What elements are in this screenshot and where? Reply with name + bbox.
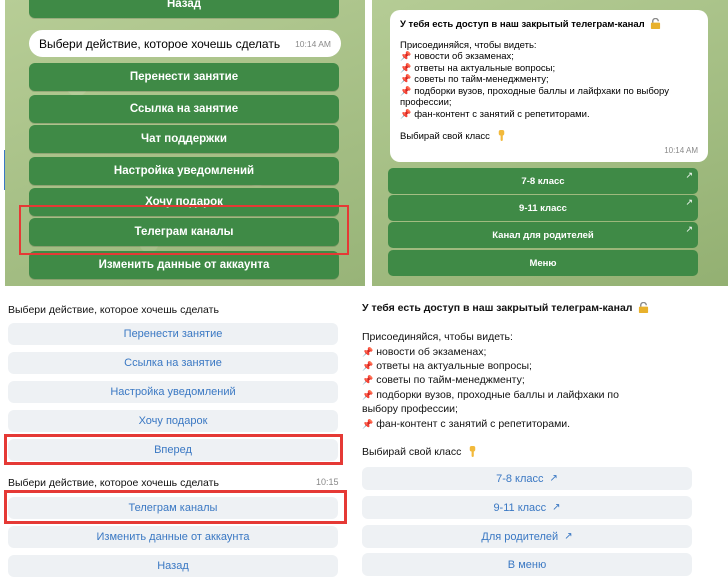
pointing-down-hand-icon [467,446,478,457]
pushpin-icon: 📌 [362,347,374,357]
message-time: 10:14 AM [664,145,698,155]
grade-7-8-button[interactable]: 7-8 класс ↗ [362,467,692,490]
message-title: У тебя есть доступ в наш закрытый телеграм-канал [400,18,698,31]
message-title: У тебя есть доступ в наш закрытый телеграм-канал [362,302,649,315]
external-link-icon: ↗ [685,197,693,207]
choose-class-text: Выбирай свой класс [362,446,478,459]
pushpin-icon: 📌 [400,74,412,84]
to-menu-button[interactable]: В меню [362,553,692,576]
back-button[interactable]: Назад [8,555,338,577]
lock-icon [650,18,661,29]
parents-channel-button[interactable]: Канал для родителей ↗ [388,222,698,248]
lesson-link-button[interactable]: Ссылка на занятие [29,95,339,123]
prompt-text: Выбери действие, которое хочешь сделать [8,304,219,316]
prompt-text: Выбери действие, которое хочешь сделать [8,477,219,489]
list-item: 📌 советы по тайм-менеджменту; [362,374,525,386]
message-intro: Присоединяйся, чтобы видеть: [362,331,513,343]
grade-7-8-button[interactable]: 7-8 класс ↗ [388,168,698,194]
external-link-icon: ↗ [685,170,693,180]
highlight-box [19,205,349,255]
pushpin-icon: 📌 [362,361,374,371]
list-item: 📌 советы по тайм-менеджменту; [400,74,549,85]
change-account-data-button[interactable]: Изменить данные от аккаунта [29,251,339,279]
telegram-channels-button[interactable]: Телеграм каналы [29,218,339,246]
telegram-menu-screenshot [5,0,365,286]
lock-icon [638,302,649,313]
lesson-link-button[interactable]: Ссылка на занятие [8,352,338,374]
pointing-down-hand-icon [496,130,507,141]
list-item: 📌 подборки вузов, проходные баллы и лайфхаки по выбору профессии; [400,85,669,108]
prompt-text: Выбери действие, которое хочешь сделать [39,36,281,51]
list-item: 📌 новости об экзаменах; [362,346,487,358]
channel-message [390,10,708,162]
highlight-box [4,490,347,524]
message-intro: Присоединяйся, чтобы видеть: [400,39,537,51]
grade-9-11-button[interactable]: 9-11 класс ↗ [362,496,692,519]
prompt-bubble [29,30,341,57]
parents-button[interactable]: Для родителей ↗ [362,525,692,548]
list-item-continuation: выбору профессии; [362,403,458,415]
pushpin-icon: 📌 [400,108,412,119]
forward-button[interactable]: Вперед [8,439,338,461]
list-item: 📌 фан-контент с занятий с репетиторами. [400,108,590,120]
list-item: 📌 ответы на актуальные вопросы; [400,62,556,74]
external-link-icon: ↗ [549,473,558,484]
external-link-icon: ↗ [552,502,561,513]
list-item: 📌 новости об экзаменах; [400,51,514,62]
gift-button[interactable]: Хочу подарок [8,410,338,432]
list-item: 📌 подборки вузов, проходные баллы и лайфхаки по [362,389,619,401]
support-chat-button[interactable]: Чат поддержки [29,125,339,153]
notification-settings-button[interactable]: Настройка уведомлений [8,381,338,403]
back-button[interactable]: Назад [29,0,339,18]
telegram-channels-button[interactable]: Телеграм каналы [8,497,338,519]
pushpin-icon: 📌 [400,51,412,61]
pushpin-icon: 📌 [400,85,412,96]
list-item: 📌 ответы на актуальные вопросы; [362,360,532,372]
external-link-icon: ↗ [685,224,693,234]
list-item: 📌 фан-контент с занятий с репетиторами. [362,418,571,430]
message-time: 10:15 [316,477,339,487]
choose-class-text: Выбирай свой класс [400,130,698,143]
gift-button[interactable]: Хочу подарок [29,188,339,216]
highlight-box [4,434,343,465]
pushpin-icon: 📌 [362,375,374,385]
reschedule-lesson-button[interactable]: Перенести занятие [8,323,338,345]
pushpin-icon: 📌 [400,62,412,73]
pushpin-icon: 📌 [362,419,374,429]
edge-marker [4,150,5,190]
notification-settings-button[interactable]: Настройка уведомлений [29,157,339,185]
reschedule-lesson-button[interactable]: Перенести занятие [29,63,339,91]
menu-button[interactable]: Меню [388,250,698,276]
message-time: 10:14 AM [295,38,331,49]
grade-9-11-button[interactable]: 9-11 класс ↗ [388,195,698,221]
change-account-data-button[interactable]: Изменить данные от аккаунта [8,526,338,548]
external-link-icon: ↗ [564,531,573,542]
telegram-channel-message-screenshot [372,0,728,286]
pushpin-icon: 📌 [362,390,374,400]
